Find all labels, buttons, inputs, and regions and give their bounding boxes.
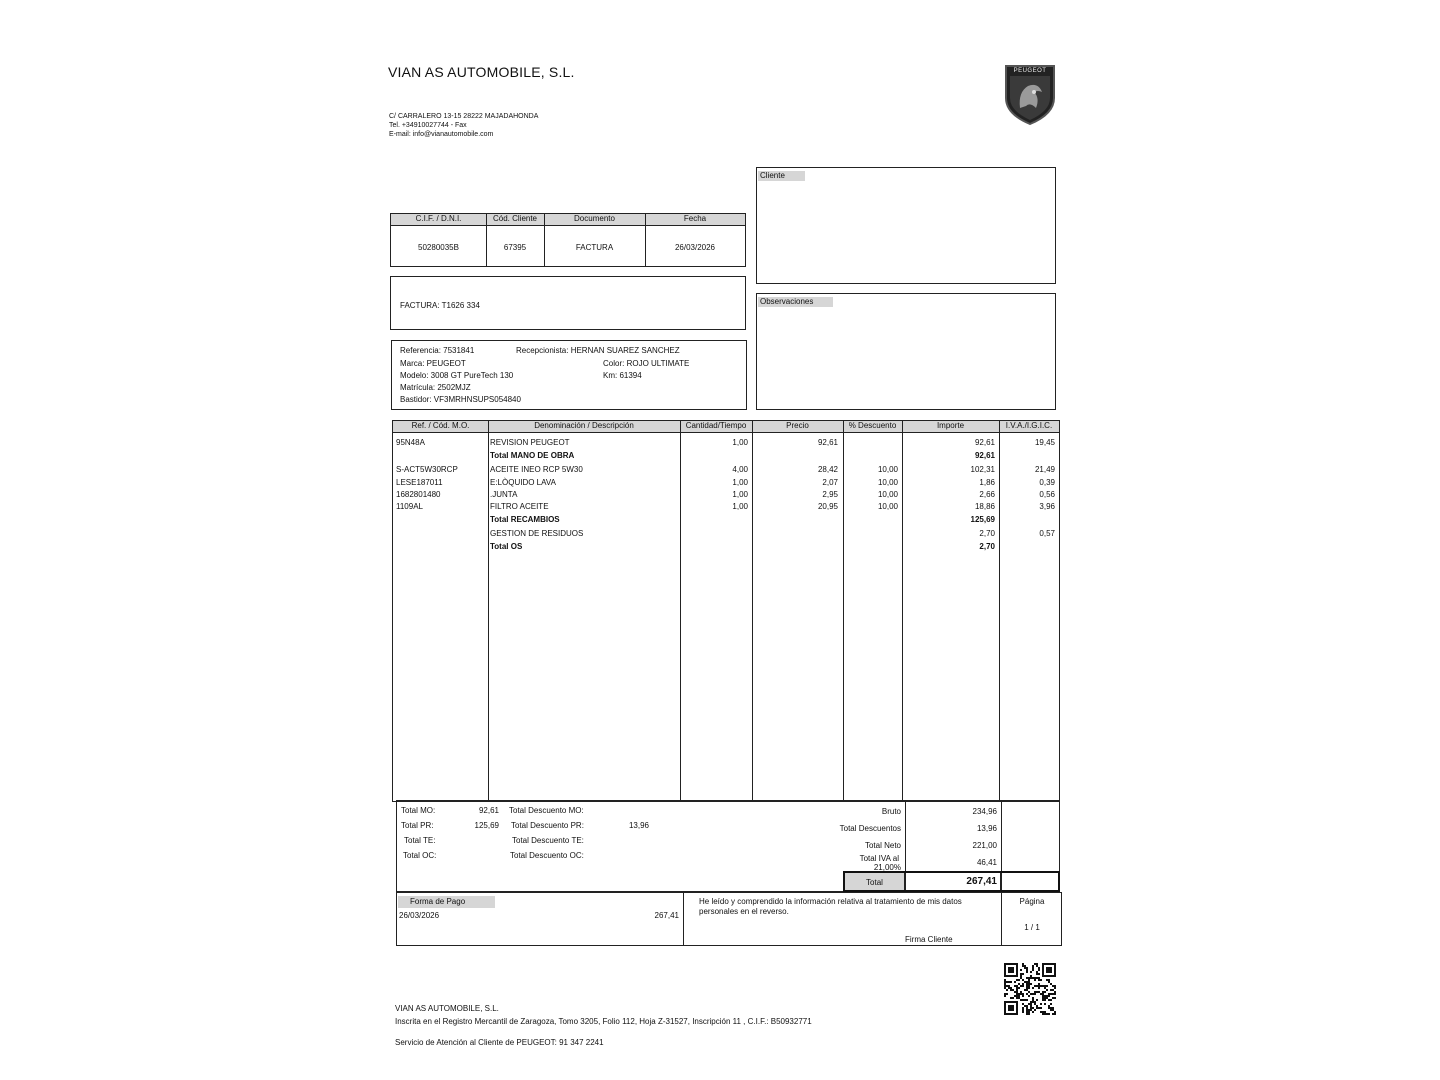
table-row (393, 451, 1059, 461)
cell-desc: ACEITE INEO RCP 5W30 (490, 465, 583, 474)
cell-disc: 10,00 (877, 502, 898, 511)
cell-desc: REVISION PEUGEOT (490, 438, 570, 447)
cell-desc: Total RECAMBIOS (490, 515, 560, 524)
cell-amount: 92,61 (974, 438, 995, 447)
cell-ref: 95N48A (396, 438, 425, 447)
cell-desc: E:LÒQUIDO LAVA (490, 478, 556, 487)
cell-desc: .JUNTA (490, 490, 518, 499)
cif-value: 50280035B (418, 243, 459, 252)
observaciones-label: Observaciones (758, 297, 833, 307)
bruto-value: 234,96 (972, 807, 997, 816)
pagina-value: 1 / 1 (1024, 923, 1040, 932)
company-email: E-mail: info@vianautomobile.com (389, 131, 494, 138)
total-desc-pr-label: Total Descuento PR: (511, 821, 584, 830)
col-disc-header: % Descuento (843, 421, 902, 433)
invoice-number: FACTURA: T1626 334 (400, 301, 480, 310)
vehicle-info-box (391, 340, 747, 410)
vehicle-recepcionista: Recepcionista: HERNAN SUAREZ SANCHEZ (516, 346, 680, 355)
table-row (393, 502, 1059, 512)
cell-ref: 1109AL (396, 502, 423, 511)
cell-desc: Total MANO DE OBRA (490, 451, 575, 460)
cell-amount: 92,61 (974, 451, 995, 460)
privacy-notice-line2: personales en el reverso. (699, 907, 789, 916)
cell-iva: 21,49 (1034, 465, 1055, 474)
vehicle-marca: Marca: PEUGEOT (400, 359, 466, 368)
col-ref-header: Ref. / Cód. M.O. (393, 421, 488, 433)
forma-pago-label: Forma de Pago (398, 896, 495, 908)
peugeot-logo (1002, 62, 1058, 126)
cell-ref: LESE187011 (396, 478, 443, 487)
cell-amount: 2,70 (979, 529, 995, 538)
invoice-number-box (390, 276, 746, 330)
total-oc-label: Total OC: (403, 851, 437, 860)
doc-header-table (390, 213, 746, 267)
total-te-label: Total TE: (404, 836, 436, 845)
total-pr-label: Total PR: (401, 821, 434, 830)
total-iva-label: Total IVA al (859, 854, 899, 863)
total-mo-label: Total MO: (401, 806, 436, 815)
total-desc-oc-label: Total Descuento OC: (510, 851, 584, 860)
fecha-value: 26/03/2026 (674, 243, 716, 252)
cod-cliente-value: 67395 (503, 243, 527, 252)
logo-text: PEUGEOT (1013, 68, 1047, 74)
cif-header: C.I.F. / D.N.I. (391, 214, 486, 226)
cell-price: 28,42 (817, 465, 838, 474)
cell-ref: 1682801480 (396, 490, 441, 499)
payment-amount: 267,41 (654, 911, 679, 920)
table-row (393, 478, 1059, 488)
documento-header: Documento (544, 214, 645, 226)
company-phone: Tel. +34910027744 - Fax (389, 122, 467, 129)
cell-amount: 102,31 (970, 465, 995, 474)
cell-iva: 0,56 (1039, 490, 1055, 499)
col-desc-header: Denominación / Descripción (488, 421, 680, 433)
cell-amount: 18,86 (974, 502, 995, 511)
table-row (393, 438, 1059, 448)
total-descuentos-value: 13,96 (976, 824, 997, 833)
company-name: VIAN AS AUTOMOBILE, S.L. (388, 64, 575, 80)
firma-cliente-label: Firma Cliente (905, 935, 953, 944)
total-desc-mo-label: Total Descuento MO: (509, 806, 584, 815)
qr-code-icon (1004, 963, 1056, 1015)
table-row (393, 465, 1059, 475)
grand-total-box (843, 871, 1060, 892)
cell-iva: 0,57 (1039, 529, 1055, 538)
total-desc-te-label: Total Descuento TE: (512, 836, 584, 845)
grand-total-value: 267,41 (966, 876, 997, 887)
items-table (392, 420, 1060, 802)
company-address: C/ CARRALERO 13-15 28222 MAJADAHONDA (389, 113, 539, 120)
cell-iva: 0,39 (1039, 478, 1055, 487)
payment-box (396, 892, 1062, 946)
total-neto-label: Total Neto (864, 841, 901, 850)
col-qty-header: Cantidad/Tiempo (680, 421, 752, 433)
total-iva-pct: 21,00% (873, 863, 901, 872)
cell-ref: S-ACT5W30RCP (396, 465, 458, 474)
total-neto-value: 221,00 (972, 841, 997, 850)
cod-cliente-header: Cód. Cliente (486, 214, 544, 226)
cell-price: 20,95 (817, 502, 838, 511)
cell-amount: 125,69 (970, 515, 995, 524)
vehicle-color: Color: ROJO ULTIMATE (603, 359, 690, 368)
cell-desc: FILTRO ACEITE (490, 502, 549, 511)
payment-date: 26/03/2026 (399, 911, 440, 920)
cell-qty: 1,00 (732, 478, 748, 487)
footer-company: VIAN AS AUTOMOBILE, S.L. (395, 1004, 499, 1013)
total-descuentos-label: Total Descuentos (839, 824, 901, 833)
cell-desc: GESTION DE RESIDUOS (490, 529, 584, 538)
footer-registry: Inscrita en el Registro Mercantil de Zaragoza, Tomo 3205, Folio 112, Hoja Z-31527, Inscripción 11 , C.I.F.: B50932771 (395, 1017, 812, 1026)
total-pr-value: 125,69 (474, 821, 499, 830)
col-amount-header: Importe (902, 421, 999, 433)
grand-total-label: Total (866, 878, 883, 887)
cell-qty: 1,00 (732, 490, 748, 499)
cell-iva: 19,45 (1034, 438, 1055, 447)
cell-price: 92,61 (817, 438, 838, 447)
footer-service: Servicio de Atención al Cliente de PEUGEOT: 91 347 2241 (395, 1038, 604, 1047)
table-row (393, 490, 1059, 500)
cell-disc: 10,00 (877, 490, 898, 499)
vehicle-referencia: Referencia: 7531841 (400, 346, 475, 355)
cliente-label: Cliente (758, 171, 805, 181)
col-price-header: Precio (752, 421, 843, 433)
cell-amount: 1,86 (979, 478, 995, 487)
observaciones-box (756, 293, 1056, 410)
cell-qty: 4,00 (732, 465, 748, 474)
cliente-box (756, 167, 1056, 284)
cell-qty: 1,00 (732, 438, 748, 447)
col-iva-header: I.V.A./I.G.I.C. (999, 421, 1059, 433)
cell-qty: 1,00 (732, 502, 748, 511)
items-rows (393, 421, 1059, 801)
total-desc-pr-value: 13,96 (628, 821, 649, 830)
vehicle-bastidor: Bastidor: VF3MRHNSUPS054840 (400, 395, 521, 404)
total-iva-value: 46,41 (976, 858, 997, 867)
cell-iva: 3,96 (1039, 502, 1055, 511)
cell-desc: Total OS (490, 542, 523, 551)
cell-price: 2,07 (822, 478, 838, 487)
cell-amount: 2,70 (979, 542, 995, 551)
privacy-notice-line1: He leído y comprendido la información relativa al tratamiento de mis datos (699, 897, 962, 906)
cell-disc: 10,00 (877, 478, 898, 487)
vehicle-km: Km: 61394 (603, 371, 642, 380)
bruto-label: Bruto (881, 807, 901, 816)
vehicle-modelo: Modelo: 3008 GT PureTech 130 (400, 371, 514, 380)
documento-value: FACTURA (575, 243, 614, 252)
cell-disc: 10,00 (877, 465, 898, 474)
fecha-header: Fecha (645, 214, 745, 226)
table-row (393, 542, 1059, 552)
table-row (393, 529, 1059, 539)
table-row (393, 515, 1059, 525)
cell-amount: 2,66 (979, 490, 995, 499)
vehicle-matricula: Matrícula: 2502MJZ (400, 383, 471, 392)
pagina-label: Página (1019, 897, 1045, 906)
cell-price: 2,95 (822, 490, 838, 499)
total-mo-value: 92,61 (478, 806, 499, 815)
